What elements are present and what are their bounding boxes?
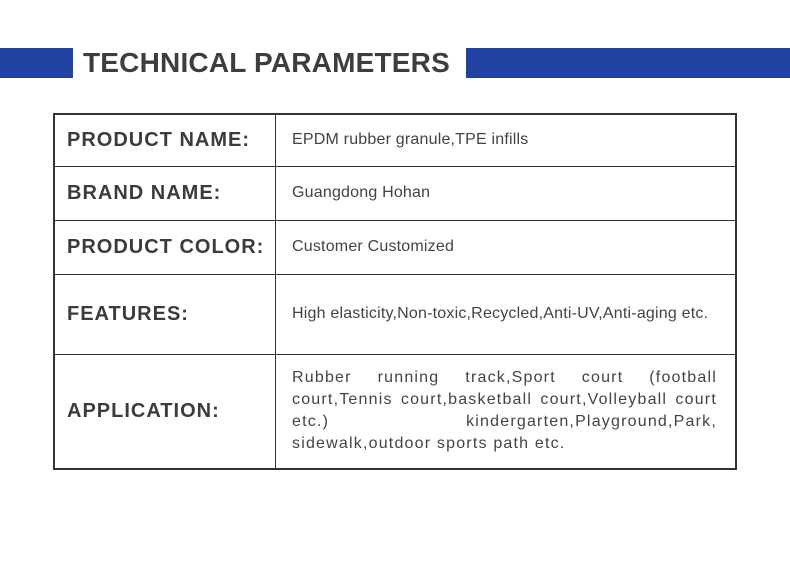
product-color-value: Customer Customized xyxy=(276,220,737,274)
features-value: High elasticity,Non-toxic,Recycled,Anti-UV,Anti-aging etc. xyxy=(276,274,737,354)
brand-name-value: Guangdong Hohan xyxy=(276,166,737,220)
accent-bar-right xyxy=(466,48,790,78)
product-name-value: EPDM rubber granule,TPE infills xyxy=(276,114,737,166)
accent-bar-left xyxy=(0,48,73,78)
product-color-label: PRODUCT COLOR: xyxy=(54,220,276,274)
table-row-brand-name xyxy=(54,166,736,220)
title-banner xyxy=(0,48,790,78)
technical-parameters-table xyxy=(53,113,737,470)
table-row-product-name xyxy=(54,114,736,166)
table-row-features xyxy=(54,274,736,354)
brand-name-label: BRAND NAME: xyxy=(54,166,276,220)
features-label: FEATURES: xyxy=(54,274,276,354)
table-row-product-color xyxy=(54,220,736,274)
application-value: Rubber running track,Sport court (football court,Tennis court,basketball court,Volleyball court etc.) kindergarten,Playground,Park, sidewalk,outdoor sports path etc. xyxy=(276,354,737,469)
page-title: TECHNICAL PARAMETERS xyxy=(83,47,450,78)
table-row-application xyxy=(54,354,736,469)
product-name-label: PRODUCT NAME: xyxy=(54,114,276,166)
application-label: APPLICATION: xyxy=(54,354,276,469)
